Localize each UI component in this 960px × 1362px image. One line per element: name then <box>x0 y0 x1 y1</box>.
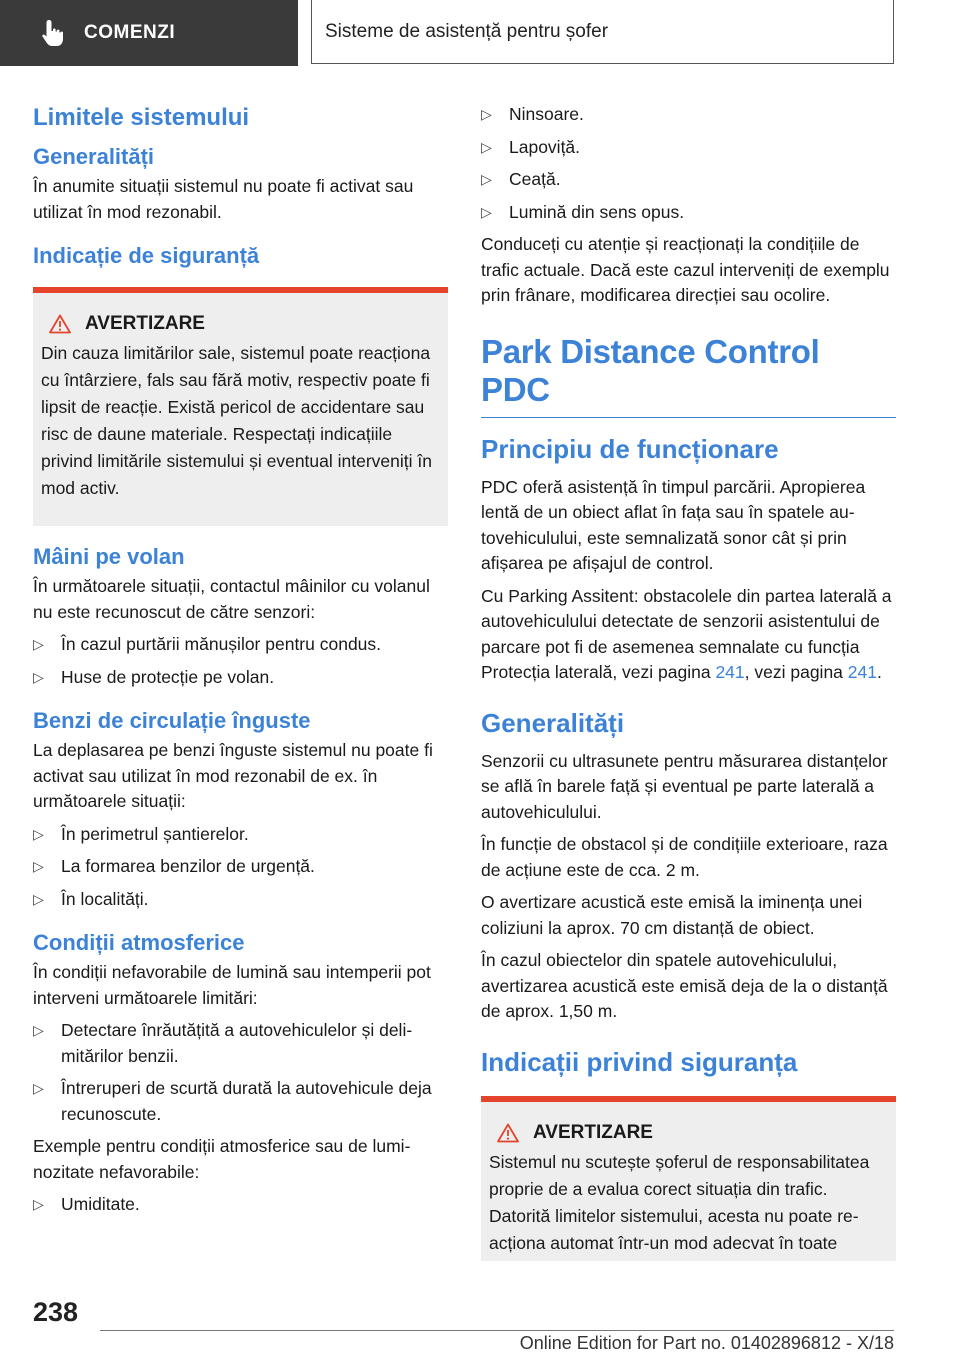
weather-examples-list <box>33 1192 448 1218</box>
hands-list <box>33 632 448 690</box>
narrow-lanes-text: La deplasarea pe benzi înguste sistemul nu poate fi activat sau utilizat în mod rezonabil de ex. în următoarele situații: <box>33 740 433 811</box>
pdc-safety-heading: Indicații privind siguranța <box>481 1046 798 1077</box>
page-header <box>0 0 960 66</box>
warning-title <box>41 313 440 335</box>
principle-heading: Principiu de funcționare <box>481 433 779 464</box>
weather-heading: Condiții atmosferice <box>33 930 245 955</box>
section-label: COMENZI <box>84 22 176 43</box>
list-item: ▷ Umiditate. <box>33 1192 448 1218</box>
parking-assistant-text <box>481 584 896 686</box>
rear-objects-text: În cazul obiectelor din spatele autovehiculului, avertizarea acustică este emisă deja de la o distanță de aprox. 1,50 m. <box>481 950 888 1021</box>
narrow-lanes-list <box>33 822 448 913</box>
hands-heading: Mâini pe volan <box>33 544 185 569</box>
list-item: ▷ Lumină din sens opus. <box>481 200 896 226</box>
drive-carefully-text: Conduceți cu atenție și reacționați la condițiile de trafic actuale. Dacă este cazul interveniți de exemplu prin frânare, modificarea direcției sau ocolire. <box>481 234 890 305</box>
warning-label: AVERTIZARE <box>533 1121 653 1143</box>
list-item: ▷ Întreruperi de scurtă durată la autovehicule deja recunoscute. <box>33 1076 448 1127</box>
list-item: ▷ Detectare înrăutățită a autovehiculelor și delimitărilor benzii. <box>33 1018 448 1069</box>
range-text: În funcție de obstacol și de condițiile exterioare, raza de acțiune este de cca. 2 m. <box>481 834 888 880</box>
page-link-241[interactable]: 241 <box>715 662 745 682</box>
warning-text: Sistemul nu scutește șoferul de responsabilitatea proprie de a evalua corect situația din trafic. Datorită limitelor sistemului, acesta nu poate reacționa automat într-un mod adecvat în toate <box>489 1151 870 1253</box>
principle-text: PDC oferă asistență în timpul parcării. Apropierea lentă de un obiect aflat în fața sau în spatele autovehiculului, este semnalizată sonor cât și prin afișarea pe afișajul de control. <box>481 476 866 573</box>
section-tab[interactable] <box>0 0 298 66</box>
warning-label: AVERTIZARE <box>85 313 205 334</box>
page-number: 238 <box>33 1297 79 1327</box>
narrow-lanes-heading: Benzi de circulație înguste <box>33 708 311 733</box>
warning-box <box>33 287 448 526</box>
weather-text: În condiții nefavorabile de lumină sau intemperii pot interveni următoarele limitări: <box>33 962 431 1008</box>
sensors-text: Senzorii cu ultrasunete pentru măsurarea distanțelor se află în barele față și eventual pe parte laterală a autovehiculului. <box>481 750 888 822</box>
warning-triangle-icon <box>49 314 71 334</box>
pdc-warning-box <box>481 1096 896 1261</box>
list-item: ▷ Huse de protecție pe volan. <box>33 665 448 691</box>
right-column <box>481 96 896 1275</box>
list-item: ▷ În perimetrul șantierelor. <box>33 822 448 848</box>
weather-list <box>33 1018 448 1127</box>
weather-examples-list-continued <box>481 102 896 225</box>
list-item: ▷ Ninsoare. <box>481 102 896 128</box>
footer-divider <box>100 1330 894 1331</box>
warning-title <box>489 1122 888 1144</box>
general-text: În anumite situații sistemul nu poate fi activat sau utilizat în mod rezonabil. <box>33 176 414 222</box>
weather-examples-text: Exemple pentru condiții atmosferice sau de luminozitate nefavorabile: <box>33 1136 411 1182</box>
pdc-general-heading: Generalități <box>481 707 625 738</box>
system-limits-heading: Limitele sistemului <box>33 104 250 131</box>
hands-text: În următoarele situații, contactul mâinilor cu volanul nu este recunoscut de către senzori: <box>33 576 430 622</box>
general-heading: Generalități <box>33 144 155 169</box>
page-link-241-second[interactable]: 241 <box>847 662 877 682</box>
warning-text: Din cauza limitărilor sale, sistemul poate reacționa cu întârziere, fals sau fără motiv, respectiv poate fi lipsit de reacție. Există pericol de accidentare sau risc de daune materiale. Respectați indicațiile privind limitările sistemului și eventual interveniți în mod activ. <box>41 343 432 498</box>
pdc-title: Park Distance Control PDC <box>481 333 896 418</box>
list-item: ▷ Lapoviță. <box>481 135 896 161</box>
chapter-tab[interactable] <box>311 0 894 64</box>
parking-assistant-text-b: , vezi pagina <box>744 662 848 682</box>
acoustic-warning-text: O avertizare acustică este emisă la iminența unei coliziuni la aprox. 70 cm distanță de obiect. <box>481 892 863 938</box>
chapter-title: Sisteme de asistență pentru șofer <box>325 20 609 42</box>
parking-assistant-text-c: . <box>876 662 882 682</box>
safety-heading: Indicație de siguranță <box>33 243 260 268</box>
list-item: ▷ La formarea benzilor de urgență. <box>33 854 448 880</box>
hand-pointer-icon <box>40 18 66 48</box>
list-item: ▷ În localități. <box>33 887 448 913</box>
list-item: ▷ Ceață. <box>481 167 896 193</box>
list-item: ▷ În cazul purtării mănușilor pentru condus. <box>33 632 448 658</box>
parking-assistant-text-a: Cu Parking Assitent: obstacolele din partea laterală a autovehiculului detectate de senzorii asistentului de parcare pot fi de asemenea semnalate cu funcția Protecția laterală, vezi pagina <box>481 585 892 682</box>
warning-triangle-icon <box>497 1123 519 1143</box>
footer-edition: Online Edition for Part no. 01402896812 - X/18 <box>519 1333 894 1353</box>
left-column <box>33 96 448 1225</box>
